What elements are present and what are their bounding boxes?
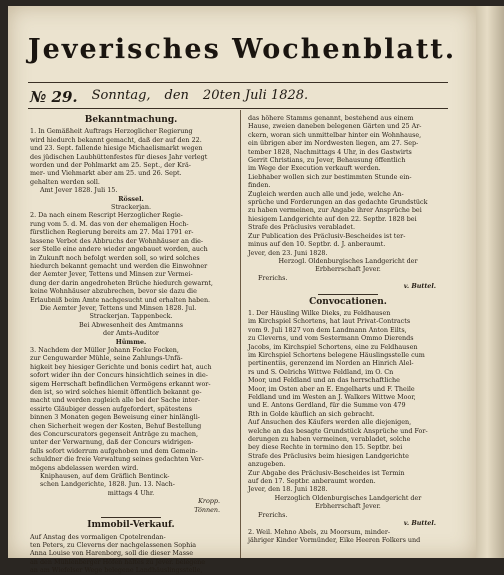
convocation-1 bbox=[248, 309, 448, 494]
text-line: zur Cenguwarder Mühle, seine Zahlungs-Unfä- bbox=[30, 354, 183, 363]
text-line: chen Sicherheit wegen der Kosten, Behuf Bestellung bbox=[30, 421, 202, 430]
notice-4 bbox=[30, 533, 232, 575]
text-line: sigem Herrschaft befindlichen Vermögens erkannt wor- bbox=[30, 379, 211, 388]
heading-convocationen: Convocationen. bbox=[309, 296, 387, 307]
text-line: im Kirchspiel Schortens belegene Häuslingsstelle cum bbox=[248, 350, 425, 359]
text-line: und 23. Sept. fallende hiesige Michaelismarkt wegen bbox=[30, 144, 203, 153]
text-line: keine Wohnhäuser abzubrechen, bevor sie dazu die bbox=[30, 287, 197, 296]
text-line: des jüdischen Laubhüttenfestes für dieses Jahr verlegt bbox=[30, 152, 208, 161]
book-page-edge bbox=[476, 6, 504, 558]
text-line: Hause, zweien daneben belegenen Gärten und 25 Ar- bbox=[248, 122, 422, 131]
text-line: der Aemter Jever, Tettens und Minsen zur Vermei- bbox=[30, 270, 193, 279]
text-line: Moor, und Feldland und an das herrschaftliche bbox=[248, 376, 400, 385]
masthead-rule-bottom bbox=[28, 108, 448, 109]
masthead-rule-top bbox=[28, 82, 448, 83]
notice-1 bbox=[30, 127, 232, 186]
text-line: Feldland und im Westen an J. Walkers Wittwe Moor, bbox=[248, 393, 416, 401]
text-line: wird hiedurch bekannt gemacht, daß der auf den 22. bbox=[30, 135, 202, 144]
issue-line bbox=[30, 88, 450, 106]
issue-den: den bbox=[164, 88, 189, 103]
text-line: in Zukunft noch befolgt werden soll, so wird solches bbox=[30, 253, 200, 262]
text-line: ser Stelle eine andere wieder angebauet worden, auch bbox=[30, 245, 208, 254]
text-line: Strafe des Präclusivs verabladet. bbox=[248, 223, 355, 232]
text-line: Rth in Golde käuflich an sich gebracht. bbox=[248, 409, 375, 418]
issue-number: № 29. bbox=[30, 88, 78, 106]
text-line: anzugeben. bbox=[248, 460, 286, 469]
text-line: Moor, im Osten aber an E. Engelharts und F. Theile bbox=[248, 384, 415, 393]
continued-signature-2: v. Buttel. bbox=[403, 282, 436, 291]
text-line: hiedurch bekannt gemacht und werden die Einwohner bbox=[30, 261, 208, 270]
text-line: hiesigem Landgerichte auf den 22. Septbr. 1828 bei bbox=[248, 214, 417, 223]
text-line: higkeit bey hiesiger Gerichte und bonis cedirt hat, auch bbox=[30, 362, 212, 371]
notice-3-location-2: schen Landgerichte, 1828. Jun. 13. Nach- bbox=[40, 480, 175, 489]
column-divider bbox=[240, 110, 241, 558]
notice-2-sub2: der Amts-Auditor bbox=[103, 329, 159, 338]
text-line: Anna Louise von Harenborg, soll die dieser Masse bbox=[30, 549, 194, 558]
text-line: finden. bbox=[248, 181, 271, 190]
text-line: welche an das besagte Grundstück Ansprüche und For- bbox=[248, 426, 428, 435]
masthead-title: Jeverisches Wochenblatt. bbox=[27, 34, 457, 65]
left-column bbox=[30, 114, 232, 575]
text-line: macht und werden zugleich alle bei der Sache inter- bbox=[30, 396, 201, 405]
text-line: Jever, den 18. Juni 1828. bbox=[248, 485, 328, 494]
issue-weekday: Sonntag, bbox=[91, 88, 151, 103]
text-line: Zur Publication des Präclusiv-Bescheides ist ter- bbox=[248, 231, 406, 240]
text-line: ten Peters, zu Cleverns der nachgelassenen Sophia bbox=[30, 540, 197, 549]
text-line: mögens abdelassen werden wird. bbox=[30, 463, 139, 472]
notice-3-location-3: mittags 4 Uhr. bbox=[107, 488, 155, 497]
convocation-1-court-2: Erbherrschaft Jever. bbox=[315, 502, 381, 511]
text-line: Auf Anstag des vormaligen Cpotelrendan- bbox=[30, 532, 166, 541]
text-line: unter der Verwarnung, daß der Concurs widrigen- bbox=[30, 438, 194, 447]
text-line: Jacobs, im Kirchspiel Schortens, eine zu Feldhausen bbox=[248, 342, 418, 351]
text-line: zu haben vermeinen, zur Angabe ihrer Ansprüche bei bbox=[248, 206, 422, 215]
text-line: Auf Ansuchen des Käufers werden alle diejenigen, bbox=[248, 418, 412, 427]
text-line: schuldner die freie Verwaltung seines gedachten Ver- bbox=[30, 455, 204, 464]
text-line: im Wege der Execution verkauft werden. bbox=[248, 164, 381, 173]
notice-2-signature: Hümme. bbox=[115, 337, 147, 346]
text-line: 1. Der Häusling Wilke Dieks, zu Feldhausen bbox=[248, 308, 391, 317]
text-line: gehalten werden soll. bbox=[30, 177, 100, 186]
text-line: Zur Abgabe des Präclusiv-Bescheides ist Termin bbox=[248, 468, 405, 477]
text-line: rs und S. Oelrichs Wittwe Feldland, im O. Cn bbox=[248, 367, 394, 376]
text-line: des Concurscurators gegenseit Anträge zu machen, bbox=[30, 430, 199, 439]
issue-date: 20ten Juli 1828. bbox=[202, 88, 309, 103]
notice-2-sub: Bei Abwesenheit des Amtmanns bbox=[78, 320, 184, 329]
text-line: binnen 3 Monaten gegen Beweisung einer hinlängli- bbox=[30, 413, 200, 422]
text-line: tember 1828, Nachmittags 4 Uhr, in des Gastwirts bbox=[248, 147, 412, 156]
text-line: worden und der Pohlmarkt am 25. Sept., der Krä- bbox=[30, 161, 191, 170]
notice-3 bbox=[30, 346, 232, 472]
section-separator bbox=[101, 517, 161, 518]
text-line: 2. Weil. Mehno Abels, zu Moorsum, minder- bbox=[248, 527, 391, 536]
notice-2-date: Die Aemter Jever, Tettens und Minsen 1828. Jul. bbox=[40, 303, 197, 312]
text-line: sprüche und Forderungen an das gedachte Grundstück bbox=[248, 198, 428, 207]
text-line: pertinentiis, gerenzend im Norden an Hinrich Alel- bbox=[248, 359, 414, 368]
notice-3-signature-2: Tönnen. bbox=[194, 505, 220, 514]
newspaper-page bbox=[8, 6, 476, 575]
continued-notice bbox=[248, 114, 448, 257]
convocation-1-court: Herzoglich Oldenburgisches Landgericht der bbox=[274, 493, 422, 502]
text-line: mer- und Viehmarkt aber am 25. und 26. Sept. bbox=[30, 169, 182, 178]
convocation-1-signature-2: v. Buttel. bbox=[403, 519, 436, 528]
text-line: derungen zu haben vermeinen, verabladet, solche bbox=[248, 435, 411, 444]
text-line: an den Mühlenberger Höfen haltes zu Jever. belegene bbox=[30, 557, 206, 566]
heading-bekanntmachung: Bekanntmachung. bbox=[84, 115, 178, 125]
text-line: Strafe des Präclusivs beim hiesigen Landgerichte bbox=[248, 451, 409, 460]
right-column bbox=[248, 114, 448, 544]
text-line: Zugleich werden auch alle und jede, welche An- bbox=[248, 189, 404, 198]
text-line: 2. Da nach einem Rescript Herzoglicher Regie- bbox=[30, 211, 183, 220]
notice-2 bbox=[30, 211, 232, 303]
text-line: falls sofort widerrum aufgehoben und dem Gemein- bbox=[30, 446, 198, 455]
convocation-1-signature: Frerichs. bbox=[258, 510, 288, 519]
continued-court-2: Erbherrschaft Jever. bbox=[315, 265, 381, 274]
text-line: fürstlichen Regierung bereits am 27. Mai 1791 er- bbox=[30, 228, 194, 237]
convocation-2 bbox=[248, 528, 448, 545]
text-line: auf den 17. Septbr. anberaumt worden. bbox=[248, 477, 376, 486]
notice-1-date: Amt Jever 1828. Juli 15. bbox=[40, 186, 118, 195]
notice-3-location: Kniphausen, auf dem Gräflich Bentinck- bbox=[40, 472, 170, 481]
continued-court: Herzogl. Oldenburgisches Landgericht der bbox=[278, 256, 418, 265]
text-line: bey diese Rechte in termino den 15. Septbr. bei bbox=[248, 443, 403, 452]
text-line: 1. In Gemäßheit Auftrags Herzoglicher Regierung bbox=[30, 127, 193, 136]
notice-2-names: Strackerjan. Tappenbeck. bbox=[89, 312, 173, 321]
text-line: im Kirchspiel Schortens, hat laut Privat-Contracts bbox=[248, 317, 411, 326]
text-line: das höhere Stamms genannt, bestehend aus einem bbox=[248, 114, 414, 122]
text-line: 3. Nachdem der Müller Johann Focke Focken, bbox=[30, 345, 179, 354]
text-line: Liebhaber wollen sich zur bestimmten Stunde ein- bbox=[248, 172, 412, 181]
text-line: den ist, so wird solches hiemit öffentlich bekannt ge- bbox=[30, 388, 202, 396]
text-line: vom 9. Juli 1827 von dem Landmann Anton Eilts, bbox=[248, 325, 407, 334]
text-line: Jever, den 23. Juni 1828. bbox=[248, 248, 328, 257]
heading-immobil-verkauf: Immobil-Verkauf. bbox=[87, 520, 175, 531]
text-line: und E. Antons Gerdland, für die Summe von 479 bbox=[248, 401, 406, 410]
text-line: lassene Verbot des Abbruchs der Wohnhäuser an die- bbox=[30, 236, 204, 245]
notice-1-signature: Rössel. bbox=[118, 194, 144, 203]
text-line: an am Wiefelser Wege belegene Landhäuslingsstelle, bbox=[30, 566, 203, 575]
text-line: dung der darin angedroheten Brüche hiedurch gewarnt, bbox=[30, 278, 213, 287]
section-separator-right bbox=[318, 294, 378, 295]
notice-3-signature: Kropp. bbox=[198, 497, 220, 506]
text-line: sofort wider ihn der Concurs hinsichtlich seines in die- bbox=[30, 371, 208, 380]
text-line: minus auf den 10. Septbr. d. J. anberaumt. bbox=[248, 240, 386, 249]
continued-signature: Frerichs. bbox=[258, 273, 288, 282]
text-line: essirte Gläubiger dessen aufgefordert, spätestens bbox=[30, 404, 192, 413]
text-line: ein übrigen aber im Nordwesten liegen, am 27. Sep- bbox=[248, 139, 419, 148]
notice-1-name: Strackerjan. bbox=[110, 203, 152, 212]
text-line: ckern, woran sich unmittelbar hinter ein Wohnhause, bbox=[248, 130, 422, 139]
text-line: rung vom 5. d. M. das von der ehemaligen Hoch- bbox=[30, 219, 189, 228]
text-line: Gerrit Christians, zu Jever, Behausung öffentlich bbox=[248, 156, 406, 165]
text-line: Erlaubniß beim Amte nachgesucht und erhalten haben. bbox=[30, 295, 211, 304]
text-line: jähriger Kinder Vormünder, Eike Heeren Folkers und bbox=[248, 535, 421, 544]
text-line: zu Cleverns, und vom Sestermann Ommo Dierends bbox=[248, 334, 414, 343]
